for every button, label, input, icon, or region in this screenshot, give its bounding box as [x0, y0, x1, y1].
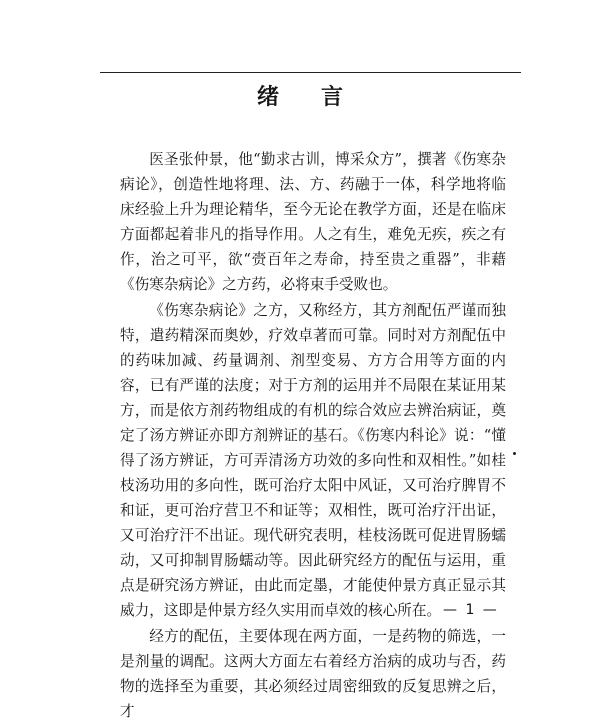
- page-title: [0, 80, 600, 111]
- body-text: [120, 147, 506, 725]
- paragraph-1: 医圣张仲景，他“勤求古训，博采众方”，撰著《伤寒杂病论》，创造性地将理、法、方、药融于一体，科学地将临床经验上升为理论精华，至今无论在教学方面，还是在临床方面都起着非凡的指导作用。人之有生，难免无疾，疾之有作，治之可平，欲“赍百年之寿命，持至贵之重器”，非藉《伤寒杂病论》之方药，必将束手受败也。: [120, 151, 506, 293]
- header-rule: [100, 72, 521, 73]
- margin-dot: [513, 452, 516, 455]
- title-char-2: 言: [321, 85, 344, 110]
- paragraph-3: 经方的配伍，主要体现在两方面，一是药物的筛选，一是剂量的调配。这两大方面左右着经方治病的成功与否，药物的选择至为重要，其必须经过周密细致的反复思辨之后，才: [120, 628, 506, 720]
- paragraph-2: 《伤寒杂病论》之方，又称经方，其方剂配伍严谨而独特，遣药精深而奥妙，疗效卓著而可靠。同时对方剂配伍中的药味加减、药量调剂、剂型变易、方方合用等方面的内容，已有严谨的法度；对于方剂的运用并不局限在某证用某方，而是依方剂药物组成的有机的综合效应去辨治病证，奠定了汤方辨证亦即方剂辨证的基石。《伤寒内科论》说：“懂得了汤方辨证，方可弄清汤方功效的多向性和双相性。”如桂枝汤功用的多向性，既可治疗太阳中风证，又可治疗脾胃不和证，更可治疗营卫不和证等；双相性，既可治疗汗出证，又可治疗汗不出证。现代研究表明，桂枝汤既可促进胃肠蠕动，又可抑制胃肠蠕动等。因此研究经方的配伍与运用，重点是研究汤方辨证，由此而定墨，才能使仲景方真正显示其威力，这即是仲景方经久实用而卓效的核心所在。: [120, 302, 506, 619]
- title-char-1: 绪: [256, 85, 279, 110]
- page-number: — 1 —: [443, 602, 499, 618]
